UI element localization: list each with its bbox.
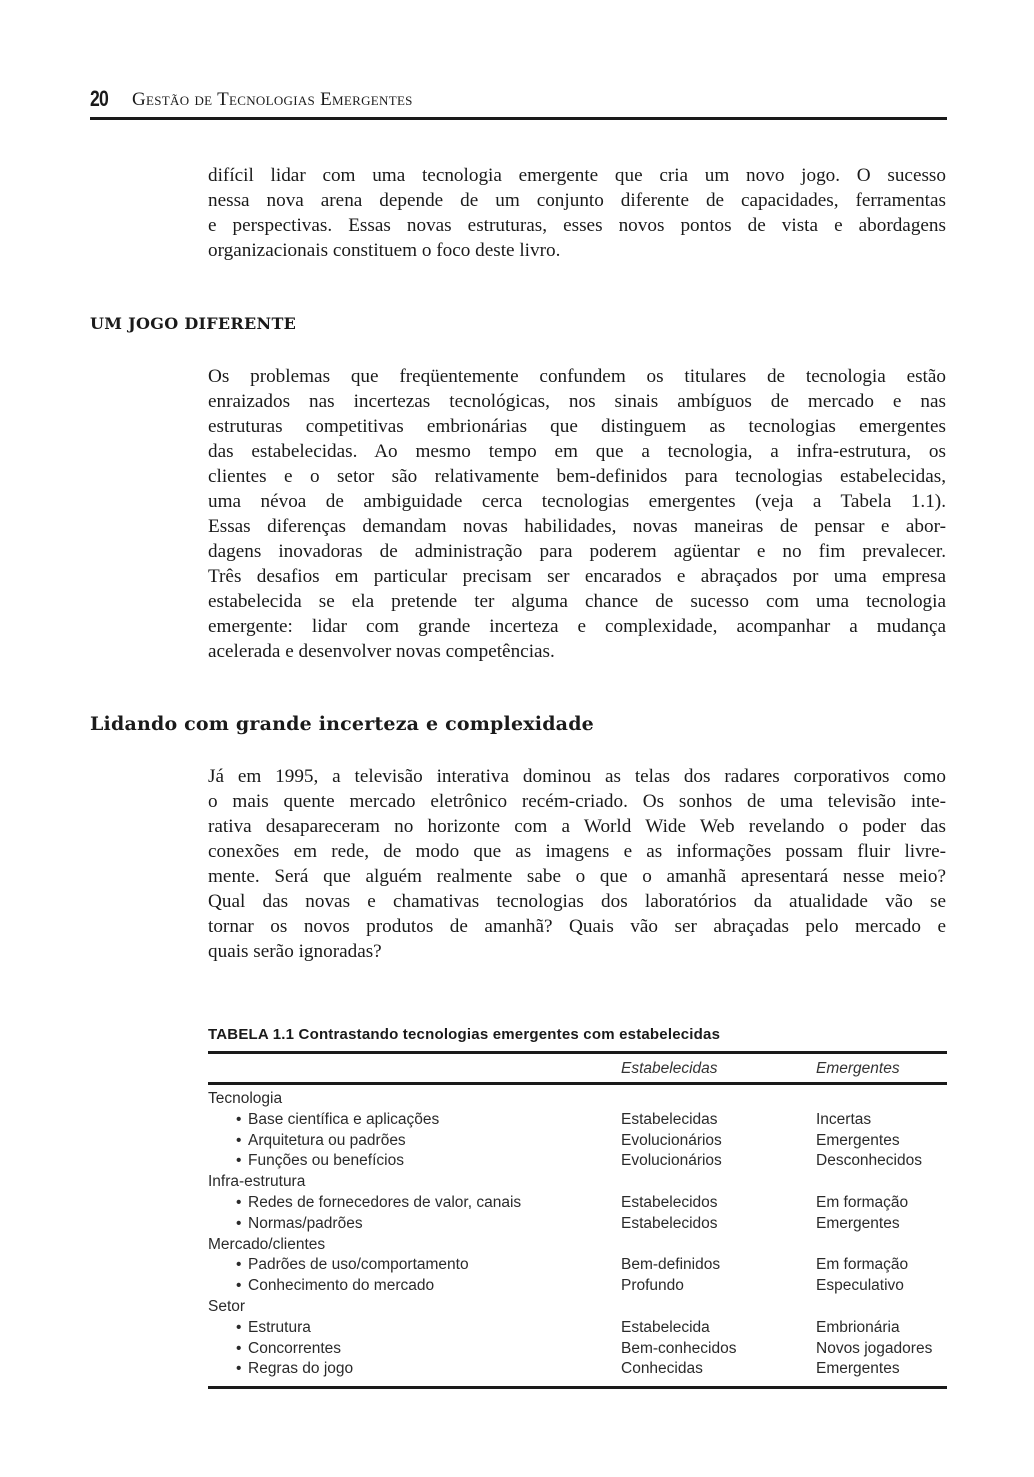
table-bottom-rule [208,1386,947,1389]
cell-estabelecidas: Evolucionários [621,1131,722,1149]
table-row [208,1151,947,1172]
table-body [208,1089,947,1380]
bullet-icon: • [236,1256,242,1274]
row-label [236,1193,521,1214]
cell-emergentes: Em formação [816,1256,909,1274]
text-line: tornar os novos produtos de amanhã? Quais vão ser abraçadas pelo mercado e [208,916,946,937]
cell-emergentes: Emergentes [816,1360,900,1378]
cell-estabelecidas: Estabelecidas [621,1110,718,1128]
column-header-estabelecidas: Estabelecidas [621,1060,718,1077]
bullet-icon: • [236,1339,242,1357]
cell-estabelecidas: Profundo [621,1277,684,1295]
row-label-text: Infra-estrutura [208,1173,306,1191]
cell-emergentes: Emergentes [816,1214,900,1232]
text-line: dagens inovadoras de administração para poderem agüentar e no fim prevalecer. [208,541,946,562]
row-label [236,1214,363,1235]
text-line: nessa nova arena depende de um conjunto diferente de capacidades, ferramentas [208,190,946,211]
cell-estabelecidas: Conhecidas [621,1360,703,1378]
section-heading: UM JOGO DIFERENTE [90,314,297,333]
bullet-icon: • [236,1110,242,1128]
cell-estabelecidas: Estabelecidos [621,1193,718,1211]
intro-paragraph [208,163,946,263]
text-line: Qual das novas e chamativas tecnologias dos laboratórios da atualidade vão se [208,891,946,912]
row-label [236,1339,341,1360]
table-caption: TABELA 1.1 Contrastando tecnologias emergentes com estabelecidas [208,1026,721,1043]
table-group-row [208,1297,947,1318]
text-line: enraizados nas incertezas tecnológicas, nos sinais ambíguos de mercado e nas [208,391,946,412]
jogo-paragraph [208,364,946,664]
text-line: Essas diferenças demandam novas habilidades, novas maneiras de pensar e abor- [208,516,946,537]
incerteza-paragraph [208,764,946,964]
table-row [208,1255,947,1276]
row-label-text: Padrões de uso/comportamento [248,1256,469,1274]
text-line: estruturas competitivas embrionárias que distinguem as tecnologias emergentes [208,416,946,437]
header-rule [90,117,947,120]
row-label [236,1276,434,1297]
text-line: estabelecida se ela pretende ter alguma chance de sucesso com uma tecnologia [208,591,946,612]
table-row [208,1131,947,1152]
bullet-icon: • [236,1214,242,1232]
row-label [208,1172,305,1193]
page-number: 20 [90,86,108,111]
text-line: difícil lidar com uma tecnologia emergente que cria um novo jogo. O sucesso [208,165,946,186]
cell-emergentes: Embrionária [816,1318,900,1336]
cell-estabelecidas: Evolucionários [621,1152,722,1170]
bullet-icon: • [236,1131,242,1149]
row-label-text: Mercado/clientes [208,1235,326,1253]
text-line: o mais quente mercado eletrônico recém-criado. Os sonhos de uma televisão inte- [208,791,946,812]
row-label [208,1297,245,1318]
text-line: clientes e o setor são relativamente bem-definidos para tecnologias estabelecidas, [208,466,946,487]
row-label [236,1151,404,1172]
row-label [236,1359,353,1380]
running-head [90,84,947,118]
table-row [208,1318,947,1339]
running-title: Gestão de Tecnologias Emergentes [132,89,413,110]
cell-emergentes: Desconhecidos [816,1152,922,1170]
row-label-text: Conhecimento do mercado [248,1277,435,1295]
row-label-text: Concorrentes [248,1339,342,1357]
row-label-text: Estrutura [248,1318,311,1336]
table-row [208,1276,947,1297]
table-top-rule [208,1051,947,1054]
row-label [208,1235,325,1256]
cell-estabelecidas: Bem-definidos [621,1256,721,1274]
text-line: mente. Será que alguém realmente sabe o que o amanhã apresentará nesse meio? [208,866,946,887]
text-line: Os problemas que freqüentemente confundem os titulares de tecnologia estão [208,366,946,387]
row-label [236,1110,439,1131]
bullet-icon: • [236,1152,242,1170]
column-header-emergentes: Emergentes [816,1060,900,1077]
row-label-text: Base científica e aplicações [248,1110,440,1128]
row-label [236,1255,469,1276]
text-line: acelerada e desenvolver novas competências. [208,641,555,662]
cell-estabelecidas: Estabelecida [621,1318,710,1336]
text-line: e perspectivas. Essas novas estruturas, esses novos pontos de vista e abordagens [208,215,946,236]
row-label-text: Tecnologia [208,1090,283,1107]
text-line: organizacionais constituem o foco deste livro. [208,240,561,261]
table-row [208,1359,947,1380]
table-row [208,1214,947,1235]
text-line: rativa desapareceram no horizonte com a World Wide Web revelando o poder das [208,816,946,837]
table-group-row [208,1172,947,1193]
cell-emergentes: Especulativo [816,1277,904,1295]
cell-emergentes: Novos jogadores [816,1339,933,1357]
text-line: das estabelecidas. Ao mesmo tempo em que a tecnologia, a infra-estrutura, os [208,441,946,462]
bullet-icon: • [236,1277,242,1295]
bullet-icon: • [236,1193,242,1211]
row-label [236,1318,311,1339]
table-row [208,1339,947,1360]
cell-emergentes: Incertas [816,1110,872,1128]
row-label-text: Regras do jogo [248,1360,354,1378]
bullet-icon: • [236,1360,242,1378]
table-group-row [208,1089,947,1110]
cell-emergentes: Emergentes [816,1131,900,1149]
text-line: Três desafios em particular precisam ser encarados e abraçados por uma empresa [208,566,946,587]
bullet-icon: • [236,1318,242,1336]
text-line: emergente: lidar com grande incerteza e complexidade, acompanhar a mudança [208,616,946,637]
row-label-text: Funções ou benefícios [248,1152,404,1170]
row-label-text: Normas/padrões [248,1214,363,1232]
text-line: Já em 1995, a televisão interativa dominou as telas dos radares corporativos como [208,766,946,787]
cell-estabelecidas: Bem-conhecidos [621,1339,737,1357]
text-line: conexões em rede, de modo que as imagens e as informações possam fluir livre- [208,841,946,862]
table-row [208,1110,947,1131]
cell-estabelecidas: Estabelecidos [621,1214,718,1232]
table-row [208,1193,947,1214]
row-label-text: Arquitetura ou padrões [248,1131,406,1149]
row-label [236,1131,406,1152]
row-label-text: Redes de fornecedores de valor, canais [248,1193,522,1211]
text-line: quais serão ignoradas? [208,941,382,962]
table-header-rule [208,1082,947,1085]
text-line: uma névoa de ambiguidade cerca tecnologias emergentes (veja a Tabela 1.1). [208,491,946,512]
row-label [208,1089,282,1110]
row-label-text: Setor [208,1297,246,1315]
subsection-heading: Lidando com grande incerteza e complexidade [90,713,594,735]
cell-emergentes: Em formação [816,1193,909,1211]
table-group-row [208,1235,947,1256]
